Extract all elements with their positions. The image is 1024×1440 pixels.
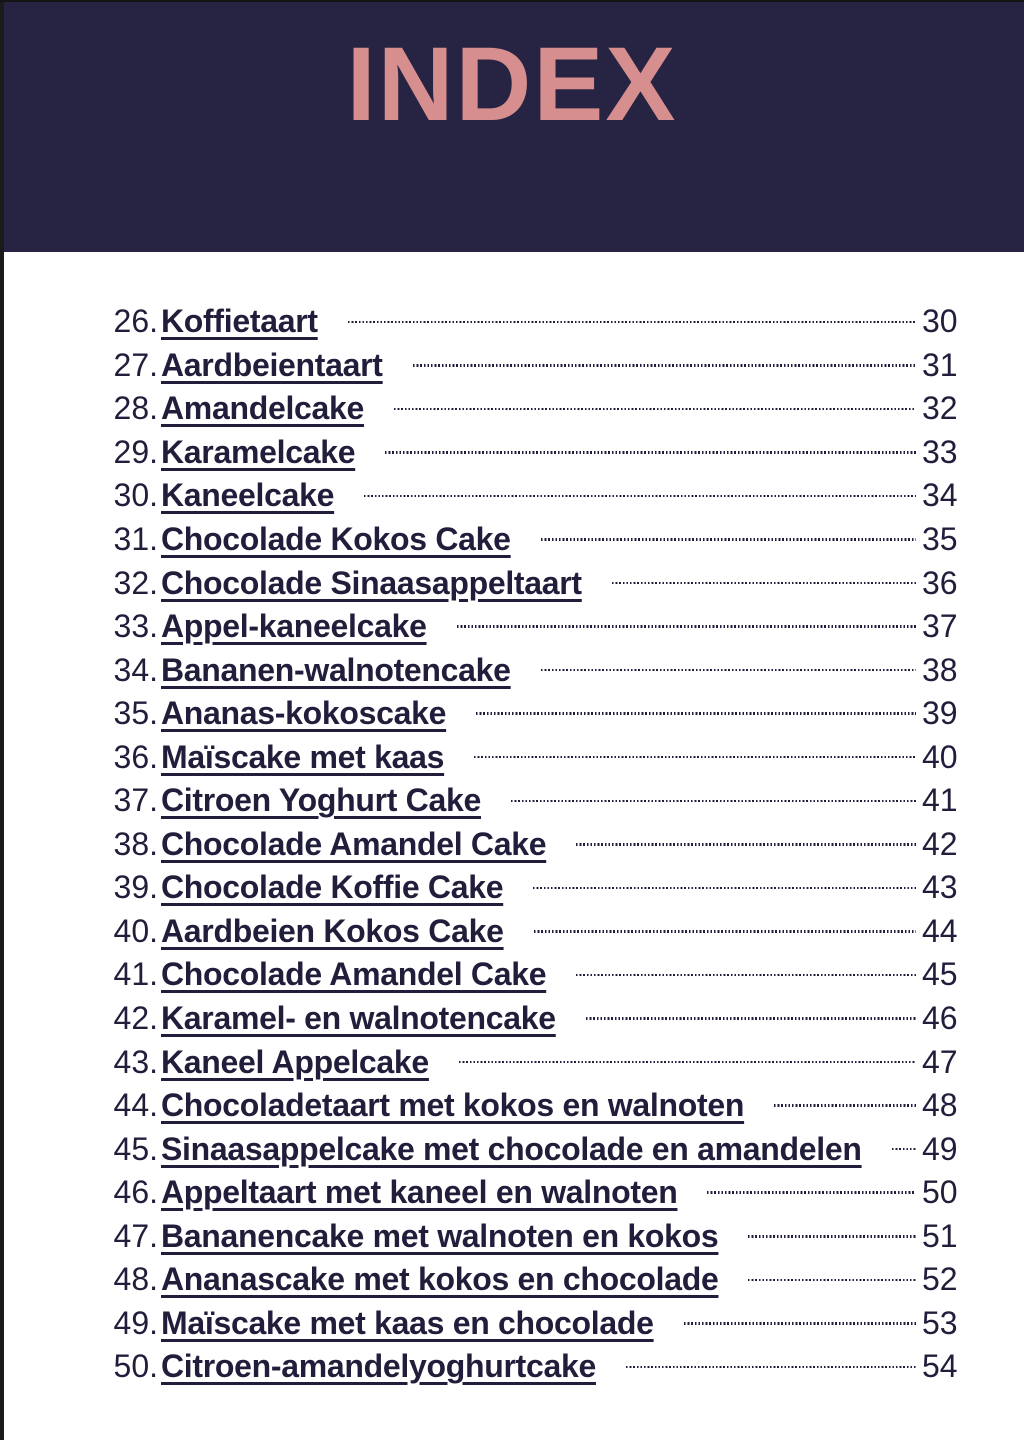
entry-number: 41.: [113, 956, 158, 993]
toc-entry-row: [100, 735, 968, 779]
entry-link[interactable]: Chocolade Kokos Cake: [161, 521, 511, 557]
dotted-leader: [586, 1017, 916, 1020]
dotted-leader: [348, 321, 916, 324]
entry-page-number: 35: [922, 521, 958, 557]
page-left-edge: [0, 0, 4, 1440]
entry-page-number: 52: [922, 1261, 958, 1298]
entry-link[interactable]: Aardbeien Kokos Cake: [161, 912, 504, 949]
toc-entry-row: [100, 866, 968, 910]
entry-link[interactable]: Appel-kaneelcake: [161, 608, 427, 645]
entry-page-number: 41: [922, 782, 958, 819]
entry-number: 36.: [113, 738, 158, 775]
entry-number: 34.: [113, 651, 158, 688]
toc-entry-row: [100, 910, 968, 954]
page-top-edge: [0, 0, 1024, 2]
dotted-leader: [892, 1148, 916, 1151]
entry-page-number: 50: [922, 1174, 958, 1211]
entry-link[interactable]: Chocolade Koffie Cake: [161, 869, 504, 906]
entry-number: 29.: [113, 433, 158, 470]
index-header: [0, 0, 1024, 252]
entry-page-number: 53: [922, 1304, 958, 1341]
entry-link[interactable]: Appeltaart met kaneel en walnoten: [161, 1174, 678, 1211]
dotted-leader: [541, 538, 916, 541]
dotted-leader: [626, 1366, 916, 1369]
dotted-leader: [541, 669, 916, 672]
entry-page-number: 37: [922, 608, 958, 645]
entry-number: 50.: [113, 1348, 158, 1385]
entry-link[interactable]: Chocolade Amandel Cake: [161, 956, 547, 993]
entry-link[interactable]: Sinaasappelcake met chocolade en amandelen: [161, 1130, 862, 1167]
entry-page-number: 32: [922, 390, 958, 427]
toc-entry-row: [100, 779, 968, 823]
entry-page-number: 44: [922, 912, 958, 949]
entry-link[interactable]: Citroen-amandelyoghurtcake: [161, 1348, 596, 1385]
toc-entry-row: [100, 1258, 968, 1302]
dotted-leader: [748, 1279, 916, 1282]
entry-number: 31.: [113, 521, 158, 557]
entry-page-number: 51: [922, 1217, 958, 1254]
entry-number: 28.: [113, 390, 158, 427]
entry-link[interactable]: Karamelcake: [161, 433, 356, 470]
entry-link[interactable]: Chocolade Sinaasappeltaart: [161, 564, 582, 601]
entry-page-number: 34: [922, 477, 958, 514]
entry-page-number: 54: [922, 1348, 958, 1385]
toc-entry-row: [100, 648, 968, 692]
entry-page-number: 47: [922, 1043, 958, 1080]
toc-entry-row: [100, 561, 968, 605]
entry-number: 42.: [113, 1000, 158, 1037]
toc-list: [100, 300, 968, 1389]
entry-number: 30.: [113, 477, 158, 514]
entry-link[interactable]: Maïscake met kaas: [161, 738, 445, 775]
dotted-leader: [684, 1322, 916, 1325]
toc-entry-row: [100, 1084, 968, 1128]
dotted-leader: [511, 800, 916, 803]
entry-number: 43.: [113, 1043, 158, 1080]
entry-link[interactable]: Kaneel Appelcake: [161, 1043, 429, 1080]
entry-number: 40.: [113, 912, 158, 949]
entry-page-number: 42: [922, 825, 958, 862]
entry-number: 27.: [113, 346, 158, 383]
entry-page-number: 30: [922, 303, 958, 340]
entry-page-number: 45: [922, 956, 958, 993]
entry-page-number: 33: [922, 433, 958, 470]
entry-number: 47.: [113, 1217, 158, 1254]
toc-entry-row: [100, 1127, 968, 1171]
toc-entry-row: [100, 605, 968, 649]
toc-entry-row: [100, 300, 968, 344]
dotted-leader: [533, 887, 916, 890]
entry-link[interactable]: Bananencake met walnoten en kokos: [161, 1217, 719, 1254]
entry-page-number: 46: [922, 1000, 958, 1037]
entry-link[interactable]: Chocoladetaart met kokos en walnoten: [161, 1087, 745, 1124]
entry-number: 38.: [113, 825, 158, 862]
toc-entry-row: [100, 1171, 968, 1215]
toc-entry-row: [100, 431, 968, 475]
dotted-leader: [457, 625, 916, 628]
entry-number: 37.: [113, 782, 158, 819]
toc-entry-row: [100, 518, 968, 562]
entry-link[interactable]: Ananas-kokoscake: [161, 695, 447, 732]
dotted-leader: [474, 756, 916, 759]
dotted-leader: [385, 451, 916, 454]
dotted-leader: [394, 408, 916, 411]
entry-number: 26.: [113, 303, 158, 340]
entry-number: 46.: [113, 1174, 158, 1211]
dotted-leader: [707, 1191, 916, 1194]
entry-page-number: 40: [922, 738, 958, 775]
entry-number: 48.: [113, 1261, 158, 1298]
toc-entry-row: [100, 953, 968, 997]
toc-entry-row: [100, 387, 968, 431]
dotted-leader: [576, 843, 916, 846]
entry-number: 45.: [113, 1130, 158, 1167]
toc-entry-row: [100, 1345, 968, 1389]
entry-number: 44.: [113, 1087, 158, 1124]
dotted-leader: [476, 712, 916, 715]
dotted-leader: [413, 364, 916, 367]
entry-page-number: 39: [922, 695, 958, 732]
toc-entry-row: [100, 1302, 968, 1346]
entry-page-number: 31: [922, 346, 958, 383]
entry-page-number: 38: [922, 651, 958, 688]
toc-entry-row: [100, 344, 968, 388]
dotted-leader: [774, 1104, 916, 1107]
entry-link[interactable]: Karamel- en walnotencake: [161, 1000, 556, 1037]
toc-entry-row: [100, 997, 968, 1041]
page-title: INDEX: [346, 26, 678, 143]
entry-link[interactable]: Ananascake met kokos en chocolade: [161, 1261, 719, 1298]
dotted-leader: [364, 495, 916, 498]
toc-entry-row: [100, 692, 968, 736]
dotted-leader: [748, 1235, 916, 1238]
dotted-leader: [612, 582, 916, 585]
toc-entry-row: [100, 1214, 968, 1258]
entry-page-number: 36: [922, 564, 958, 601]
entry-link[interactable]: Maïscake met kaas en chocolade: [161, 1304, 654, 1341]
entry-link[interactable]: Citroen Yoghurt Cake: [161, 782, 481, 819]
entry-number: 35.: [113, 695, 158, 732]
entry-link[interactable]: Kaneelcake: [161, 477, 335, 514]
toc-entry-row: [100, 823, 968, 867]
entry-number: 32.: [113, 564, 158, 601]
entry-link[interactable]: Bananen-walnotencake: [161, 651, 511, 688]
toc-entry-row: [100, 1040, 968, 1084]
entry-link[interactable]: Amandelcake: [161, 390, 365, 427]
entry-number: 39.: [113, 869, 158, 906]
entry-number: 33.: [113, 608, 158, 645]
dotted-leader: [534, 930, 916, 933]
entry-page-number: 49: [922, 1130, 958, 1167]
entry-page-number: 48: [922, 1087, 958, 1124]
entry-link[interactable]: Koffietaart: [161, 303, 318, 340]
entry-link[interactable]: Aardbeientaart: [161, 346, 383, 383]
entry-link[interactable]: Chocolade Amandel Cake: [161, 825, 547, 862]
toc-entry-row: [100, 474, 968, 518]
dotted-leader: [459, 1061, 916, 1064]
dotted-leader: [576, 974, 916, 977]
entry-number: 49.: [113, 1304, 158, 1341]
entry-page-number: 43: [922, 869, 958, 906]
